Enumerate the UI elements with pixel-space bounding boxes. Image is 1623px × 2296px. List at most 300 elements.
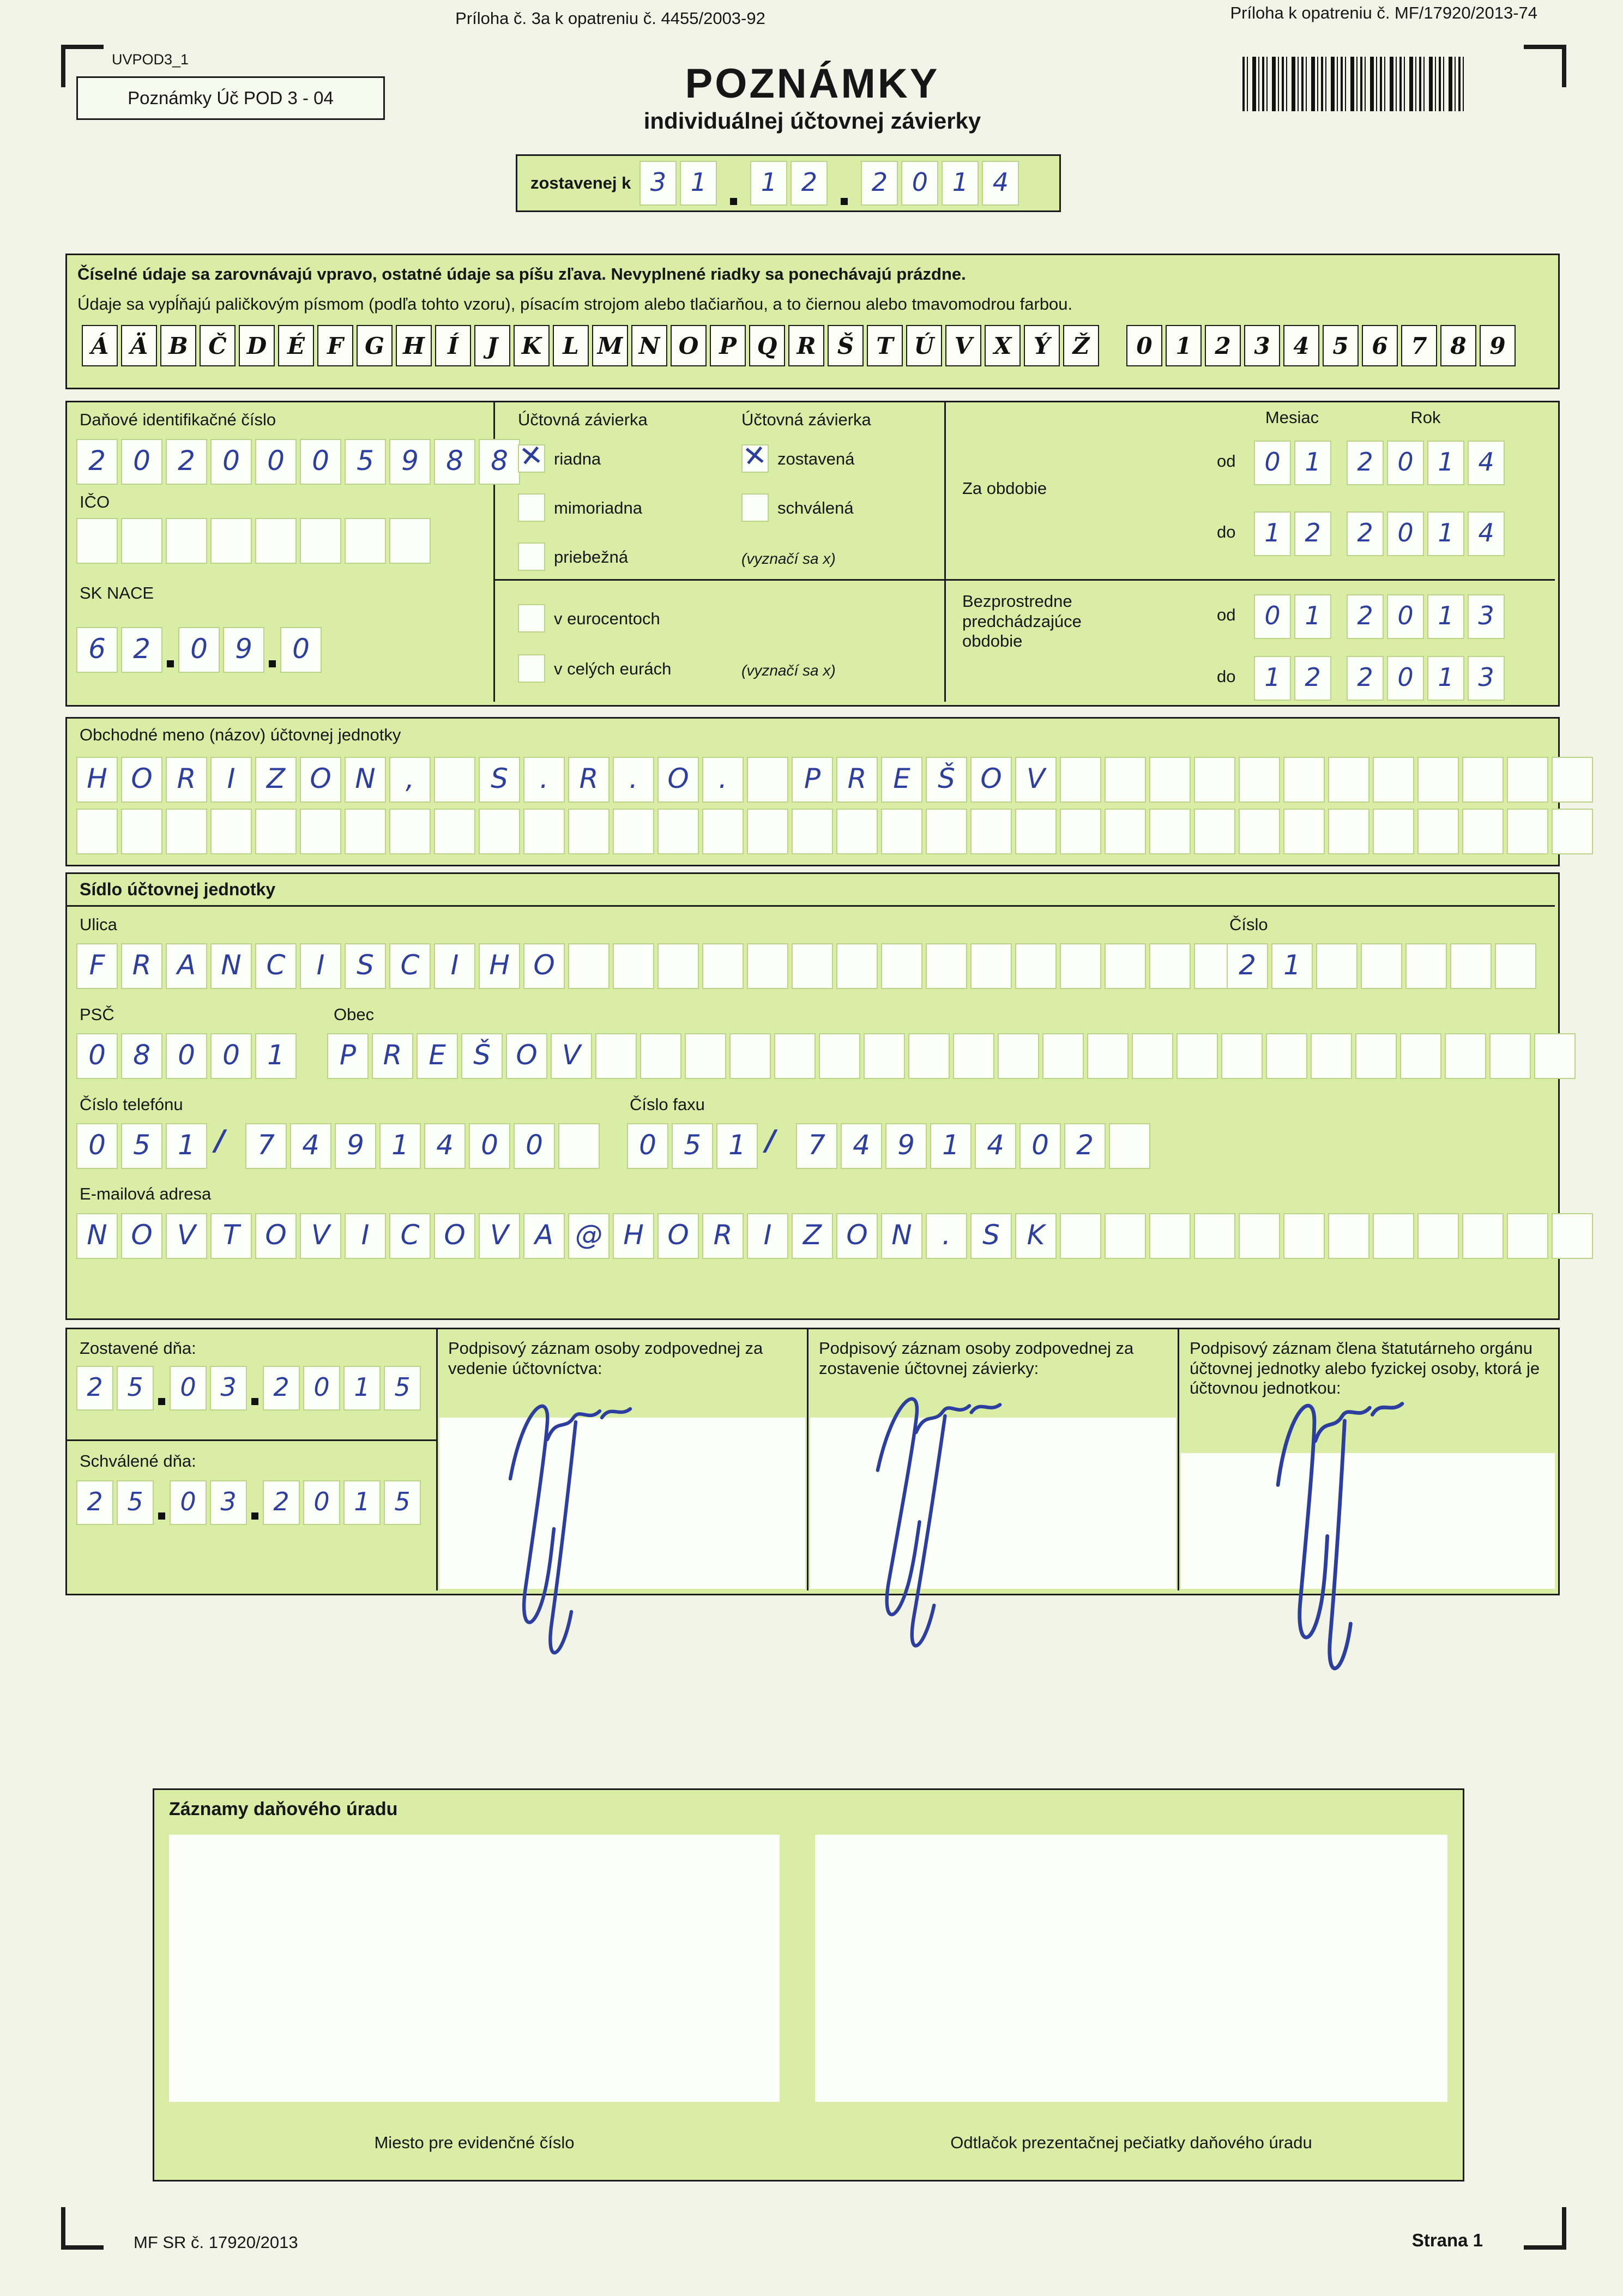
char-cell [1266, 1033, 1307, 1079]
char-cell: 3 [1244, 325, 1280, 366]
char-cell [121, 518, 162, 564]
char-cell [1149, 1213, 1191, 1259]
rok-label: Rok [1410, 408, 1441, 427]
option-label-schvalena: schválená [777, 498, 854, 517]
char-cell [881, 943, 922, 989]
char-cell: O [523, 943, 565, 989]
char-cell [1239, 757, 1280, 803]
char-cell [558, 1123, 600, 1169]
char-cell: I [345, 1213, 386, 1259]
evidence-number-caption: Miesto pre evidenčné číslo [374, 2133, 575, 2152]
do-label-current: do [1217, 522, 1236, 541]
street-number-cells [1227, 943, 1536, 989]
char-cell: 0 [469, 1123, 510, 1169]
char-cell: Q [749, 325, 785, 366]
char-cell [300, 809, 341, 854]
char-cell: 3 [1468, 656, 1505, 701]
char-cell: I [300, 943, 341, 989]
char-cell [1462, 757, 1504, 803]
char-cell: 6 [76, 627, 118, 673]
signature1-label: Podpisový záznam osoby zodpovednej za vedenie účtovníctva: [448, 1339, 763, 1378]
char-cell: 1 [1254, 656, 1291, 701]
char-cell: C [389, 1213, 431, 1259]
char-cell: H [613, 1213, 654, 1259]
char-cell: 4 [975, 1123, 1016, 1169]
char-cell: R [121, 943, 162, 989]
char-cell: 7 [1401, 325, 1437, 366]
char-cell: T [867, 325, 903, 366]
street-cells [76, 943, 1235, 989]
char-cell: 0 [1387, 656, 1424, 701]
date-dot [158, 1398, 165, 1405]
char-cell: 8 [479, 439, 520, 485]
attachment-reference-left: Príloha č. 3a k opatreniu č. 4455/2003-92 [455, 9, 765, 28]
char-cell: N [881, 1213, 922, 1259]
char-cell: 0 [170, 1366, 207, 1411]
page-subtitle: individuálnej účtovnej závierky [643, 108, 981, 134]
char-cell: 2 [121, 627, 162, 673]
char-cell: O [300, 757, 341, 803]
char-cell: K [514, 325, 550, 366]
char-cell: T [210, 1213, 252, 1259]
char-cell [1552, 1213, 1593, 1259]
char-cell: , [389, 757, 431, 803]
char-cell: Ú [906, 325, 942, 366]
char-cell [255, 518, 297, 564]
signature-1 [480, 1374, 714, 1701]
char-cell: A [523, 1213, 565, 1259]
char-cell: 0 [210, 1033, 252, 1079]
char-cell: 0 [1387, 594, 1424, 639]
char-cell: C [255, 943, 297, 989]
char-cell [998, 1033, 1039, 1079]
char-cell: 0 [280, 627, 322, 673]
char-cell [1149, 757, 1191, 803]
char-cell: 8 [434, 439, 475, 485]
char-cell [1194, 1213, 1235, 1259]
option-label-priebezna: priebežná [554, 547, 629, 567]
date-dot [730, 198, 737, 205]
char-cell [345, 518, 386, 564]
char-cell: 5 [384, 1366, 421, 1411]
date-dot [841, 198, 848, 205]
char-cell [1417, 1213, 1459, 1259]
char-cell: M [592, 325, 628, 366]
char-cell: 1 [1294, 441, 1331, 485]
char-cell: 5 [345, 439, 386, 485]
char-cell: O [121, 757, 162, 803]
address-section-title: Sídlo účtovnej jednotky [80, 879, 276, 899]
char-cell: . [926, 1213, 967, 1259]
char-cell: 1 [1254, 511, 1291, 556]
char-cell: 2 [791, 161, 828, 206]
divider [67, 905, 1555, 907]
char-cell [255, 809, 297, 854]
char-cell: F [317, 325, 353, 366]
char-cell: Ä [121, 325, 157, 366]
char-cell: Z [792, 1213, 833, 1259]
char-cell [1109, 1123, 1150, 1169]
char-cell [908, 1033, 950, 1079]
street-label: Ulica [80, 915, 117, 934]
schvalene-year-cells [263, 1480, 421, 1525]
char-cell: J [474, 325, 510, 366]
char-cell [792, 943, 833, 989]
divider [807, 1329, 809, 1590]
char-cell [729, 1033, 771, 1079]
current-to-month-cells [1254, 511, 1331, 556]
char-cell: 3 [210, 1366, 247, 1411]
char-cell [1316, 943, 1357, 989]
char-cell: 9 [1480, 325, 1516, 366]
char-cell: S [345, 943, 386, 989]
char-cell [613, 943, 654, 989]
char-cell: 2 [1347, 511, 1384, 556]
char-cell: E [417, 1033, 458, 1079]
char-cell: L [553, 325, 589, 366]
char-cell [1373, 1213, 1414, 1259]
char-cell [1400, 1033, 1441, 1079]
char-cell [166, 518, 207, 564]
char-cell [1373, 809, 1414, 854]
char-cell [1132, 1033, 1173, 1079]
char-cell [76, 809, 118, 854]
char-cell: 0 [178, 627, 220, 673]
compiled-month-cells [750, 161, 828, 206]
attachment-reference-right: Príloha k opatreniu č. MF/17920/2013-74 [1230, 3, 1537, 22]
char-cell: N [210, 943, 252, 989]
instructions-line2: Údaje sa vypĺňajú paličkovým písmom (podľa tohto vzoru), písacím strojom alebo tlačiarňou, a to čiernou alebo tmavomodrou farbou. [77, 294, 1073, 314]
char-cell: N [345, 757, 386, 803]
signature-2 [840, 1365, 1085, 1700]
char-cell: 1 [716, 1123, 758, 1169]
char-cell: R [568, 757, 610, 803]
char-cell: 9 [223, 627, 264, 673]
schvalene-date-row [76, 1480, 421, 1525]
char-cell: 0 [514, 1123, 555, 1169]
za-obdobie-label: Za obdobie [962, 479, 1047, 498]
char-cell [345, 809, 386, 854]
corner-mark-top-right [1524, 45, 1566, 87]
char-cell: 2 [76, 439, 118, 485]
char-cell: V [551, 1033, 592, 1079]
phone-slash: / [215, 1124, 225, 1157]
phone-number-cells [245, 1123, 600, 1169]
char-cell: H [76, 757, 118, 803]
char-cell: 5 [121, 1123, 162, 1169]
char-cell: P [710, 325, 746, 366]
mesiac-label: Mesiac [1265, 408, 1319, 427]
char-cell: 0 [303, 1480, 340, 1525]
char-cell: 3 [1468, 594, 1505, 639]
char-cell: O [970, 757, 1012, 803]
unit-note: (vyznačí sa x) [741, 662, 836, 679]
char-cell: 8 [1440, 325, 1476, 366]
char-cell: 0 [1126, 325, 1162, 366]
previous-period-label: Bezprostredne predchádzajúce obdobie [962, 592, 1082, 651]
char-cell: R [372, 1033, 413, 1079]
char-cell [389, 518, 431, 564]
char-cell: 0 [1387, 511, 1424, 556]
char-cell [953, 1033, 994, 1079]
email-label: E-mailová adresa [80, 1184, 212, 1203]
char-cell: @ [568, 1213, 610, 1259]
char-cell [1445, 1033, 1486, 1079]
char-cell [434, 757, 475, 803]
char-cell: Z [255, 757, 297, 803]
phone-prefix-cells [76, 1123, 207, 1169]
char-cell: 2 [1205, 325, 1241, 366]
ico-cells [76, 518, 431, 564]
char-cell: 5 [117, 1480, 154, 1525]
barcode [1242, 57, 1468, 111]
char-cell: O [671, 325, 707, 366]
char-cell: Š [461, 1033, 503, 1079]
char-cell [1405, 943, 1447, 989]
char-cell [1060, 809, 1101, 854]
char-cell: O [657, 1213, 699, 1259]
char-cell: 0 [627, 1123, 668, 1169]
dic-label: Daňové identifikačné číslo [80, 410, 276, 429]
char-cell [970, 809, 1012, 854]
char-cell [1283, 1213, 1325, 1259]
char-cell: 2 [1347, 441, 1384, 485]
char-cell: 4 [1468, 511, 1505, 556]
char-cell: Á [82, 325, 118, 366]
sknace-cells-a [76, 627, 162, 673]
char-cell: 7 [245, 1123, 287, 1169]
char-cell [1087, 1033, 1129, 1079]
signature2-label: Podpisový záznam osoby zodpovednej za zostavenie účtovnej závierky: [819, 1339, 1134, 1378]
checkbox-priebezna [518, 543, 545, 571]
current-from-year-cells [1347, 441, 1505, 485]
previous-to-month-cells [1254, 656, 1331, 701]
zostavene-day-cells [76, 1366, 154, 1411]
char-cell: H [479, 943, 520, 989]
char-cell [1328, 757, 1369, 803]
char-cell: 5 [384, 1480, 421, 1525]
sknace-cells-c [280, 627, 322, 673]
char-cell [434, 809, 475, 854]
corner-mark-bottom-left [61, 2207, 104, 2250]
char-cell: V [479, 1213, 520, 1259]
form-id-box: Poznámky Úč POD 3 - 04 [76, 76, 385, 120]
char-cell: Š [828, 325, 864, 366]
page-number: Strana 1 [1411, 2230, 1483, 2250]
char-cell [1060, 757, 1101, 803]
compiled-day-cells [639, 161, 717, 206]
char-cell [1534, 1033, 1576, 1079]
current-to-year-cells [1347, 511, 1505, 556]
char-cell [1417, 757, 1459, 803]
char-cell: . [702, 757, 744, 803]
char-cell [1552, 809, 1593, 854]
schvalene-day-cells [76, 1480, 154, 1525]
checkbox-riadna [517, 438, 545, 474]
compiled-date-panel [516, 154, 1061, 212]
char-cell: 2 [861, 161, 898, 206]
char-cell: 2 [1227, 943, 1268, 989]
checkbox-cele-eura [518, 654, 545, 683]
ico-label: IČO [80, 492, 110, 511]
char-cell [1462, 1213, 1504, 1259]
divider [67, 1439, 436, 1441]
char-cell: . [613, 757, 654, 803]
char-cell [1328, 809, 1369, 854]
option-label-mimoriadna: mimoriadna [554, 498, 642, 517]
char-cell: 2 [1294, 656, 1331, 701]
checkbox-mark: ✕ [741, 438, 769, 474]
char-cell [1015, 943, 1057, 989]
char-cell: 1 [343, 1366, 381, 1411]
char-cell: 2 [76, 1480, 113, 1525]
char-cell: 3 [639, 161, 677, 206]
od-label-previous: od [1217, 605, 1236, 624]
char-cell: 9 [885, 1123, 927, 1169]
char-cell: O [434, 1213, 475, 1259]
compiled-year-cells [861, 161, 1019, 206]
char-cell [1105, 757, 1146, 803]
char-cell: 1 [255, 1033, 297, 1079]
char-cell [1507, 809, 1548, 854]
char-cell [640, 1033, 681, 1079]
fax-number-cells [796, 1123, 1150, 1169]
char-cell [1283, 757, 1325, 803]
divider [493, 579, 1555, 581]
char-cell: 4 [982, 161, 1019, 206]
psc-cells [76, 1033, 297, 1079]
obec-label: Obec [334, 1005, 375, 1024]
char-cell [1417, 809, 1459, 854]
page-title: POZNÁMKY [685, 61, 940, 107]
compiled-label: zostavenej k [530, 173, 631, 192]
char-cell: 5 [1323, 325, 1359, 366]
char-cell: R [788, 325, 824, 366]
zostavene-date-row [76, 1366, 421, 1411]
schvalene-month-cells [170, 1480, 247, 1525]
current-from-month-cells [1254, 441, 1331, 485]
char-cell: 7 [796, 1123, 837, 1169]
char-cell [747, 757, 788, 803]
divider [1178, 1329, 1179, 1590]
char-cell: 2 [263, 1366, 300, 1411]
char-cell [864, 1033, 905, 1079]
email-cells [76, 1213, 1593, 1259]
char-cell: O [506, 1033, 547, 1079]
char-cell [1450, 943, 1492, 989]
char-cell [1176, 1033, 1218, 1079]
char-cell: 0 [901, 161, 938, 206]
char-cell [1283, 809, 1325, 854]
zostavene-month-cells [170, 1366, 247, 1411]
od-label-current: od [1217, 451, 1236, 471]
char-cell: 1 [1427, 594, 1464, 639]
option-label-zostavena: zostavená [777, 449, 855, 468]
char-cell [1221, 1033, 1263, 1079]
divider [944, 402, 946, 702]
char-cell [1105, 1213, 1146, 1259]
char-cell [774, 1033, 816, 1079]
zostavene-year-cells [263, 1366, 421, 1411]
company-name-label: Obchodné meno (názov) účtovnej jednotky [80, 725, 401, 744]
char-cell: . [523, 757, 565, 803]
char-cell [1042, 1033, 1084, 1079]
char-cell [1149, 943, 1191, 989]
checkbox-mark: ✕ [517, 438, 545, 474]
char-cell [819, 1033, 860, 1079]
char-cell [568, 809, 610, 854]
char-cell: P [792, 757, 833, 803]
char-cell: 0 [1254, 441, 1291, 485]
checkbox-schvalena [741, 493, 769, 522]
char-cell: 1 [680, 161, 717, 206]
fax-prefix-cells [627, 1123, 758, 1169]
char-cell [1507, 757, 1548, 803]
char-cell [836, 943, 878, 989]
char-cell: 2 [166, 439, 207, 485]
psc-label: PSČ [80, 1005, 114, 1024]
char-cell: 1 [1427, 511, 1464, 556]
previous-from-month-cells [1254, 594, 1331, 639]
char-cell: I [747, 1213, 788, 1259]
char-cell: K [1015, 1213, 1057, 1259]
divider [436, 1329, 438, 1590]
char-cell: N [76, 1213, 118, 1259]
char-cell [76, 518, 118, 564]
char-cell: 8 [121, 1033, 162, 1079]
char-cell [568, 943, 610, 989]
char-cell: Š [926, 757, 967, 803]
footer-form-reference: MF SR č. 17920/2013 [134, 2233, 298, 2252]
char-cell: I [434, 943, 475, 989]
sample-characters-row [82, 325, 1516, 366]
char-cell [926, 943, 967, 989]
char-cell: H [396, 325, 432, 366]
char-cell: 0 [166, 1033, 207, 1079]
instructions-line1: Číselné údaje sa zarovnávajú vpravo, ostatné údaje sa píšu zľava. Nevyplnené riadky sa ponechávajú prázdne. [77, 264, 966, 284]
char-cell [1495, 943, 1536, 989]
previous-to-year-cells [1347, 656, 1505, 701]
char-cell [1552, 757, 1593, 803]
dic-cells [76, 439, 520, 485]
char-cell: 2 [1294, 511, 1331, 556]
date-dot [251, 1398, 258, 1405]
char-cell [479, 809, 520, 854]
char-cell [1015, 809, 1057, 854]
stamp-area [815, 1835, 1447, 2102]
char-cell: 4 [1468, 441, 1505, 485]
char-cell: 1 [750, 161, 787, 206]
char-cell: Ý [1024, 325, 1060, 366]
char-cell: 5 [117, 1366, 154, 1411]
option-label-riadna: riadna [554, 449, 601, 468]
char-cell: 9 [389, 439, 431, 485]
char-cell: D [239, 325, 275, 366]
char-cell [747, 809, 788, 854]
char-cell: V [945, 325, 981, 366]
char-cell: 1 [1271, 943, 1313, 989]
char-cell: 6 [1362, 325, 1398, 366]
evidence-number-area [169, 1835, 780, 2102]
date-dot [269, 660, 276, 667]
date-dot [158, 1512, 165, 1520]
char-cell [792, 809, 833, 854]
char-cell: 1 [1166, 325, 1202, 366]
corner-mark-bottom-right [1524, 2207, 1566, 2250]
char-cell: V [300, 1213, 341, 1259]
char-cell: 1 [1427, 441, 1464, 485]
char-cell: 2 [1347, 656, 1384, 701]
